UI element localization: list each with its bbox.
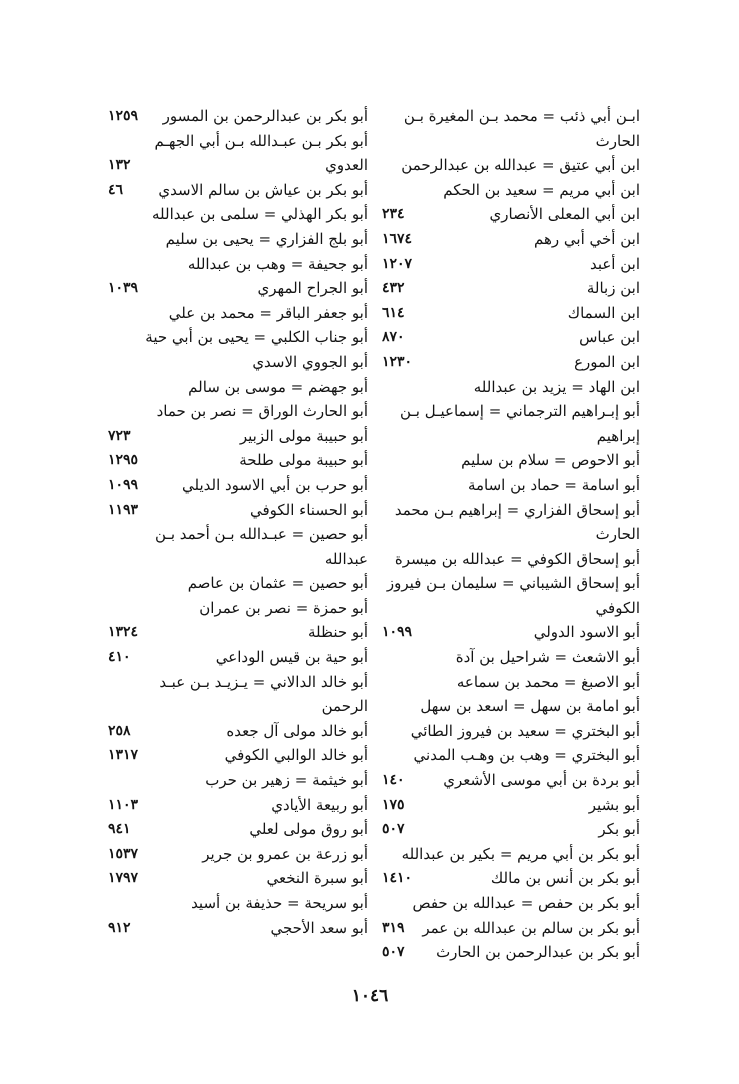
entry-number: ٣١٩	[382, 919, 405, 936]
entry-name: ابن أخي أبي رهم	[534, 229, 640, 248]
entry-number: ٤٦	[108, 181, 124, 198]
index-entry	[100, 375, 368, 400]
entry-number: ١٢٣٠	[382, 353, 413, 370]
index-entry	[378, 793, 640, 818]
entry-name: أبو البختري = وهب بن وهـب المدني	[413, 746, 640, 765]
entry-name: أبو جهضم = موسى بن سالم	[188, 377, 368, 396]
entry-name: أبو جعفر الباقر = محمد بن علي	[168, 303, 368, 322]
index-entry	[100, 866, 368, 891]
index-entry	[100, 350, 368, 375]
entry-number: ٤٣٢	[382, 280, 405, 297]
index-entry	[378, 276, 640, 301]
index-entry	[378, 399, 640, 424]
entry-number: ٥٠٧	[382, 821, 405, 838]
entry-name: أبو سعد الأحجي	[270, 918, 368, 937]
entry-number: ١٣١٧	[108, 747, 139, 764]
index-entry	[378, 448, 640, 473]
page-number: ١٠٤٦	[351, 986, 389, 1006]
entry-name: أبو حبيبة مولى طلحة	[239, 451, 368, 470]
entry-name: ابن الهاد = يزيد بن عبدالله	[473, 377, 640, 396]
entry-name: أبو خالد الدالاني = يـزيـد بـن عبـد	[159, 672, 368, 691]
index-column-left	[100, 104, 368, 940]
entry-name: العدوي	[325, 156, 368, 175]
entry-name: أبو حنظلة	[308, 623, 368, 642]
entry-name: أبو خالد الوالبي الكوفي	[224, 746, 368, 765]
index-entry	[378, 768, 640, 793]
index-entry	[100, 129, 368, 154]
index-entry	[378, 571, 640, 596]
index-entry	[378, 202, 640, 227]
index-entry	[100, 670, 368, 695]
entry-name: أبو حصين = عبـدالله بـن أحمد بـن	[155, 525, 368, 544]
entry-number: ١٢٩٥	[108, 452, 139, 469]
entry-number: ٢٣٤	[382, 206, 405, 223]
entry-name: الحارث	[595, 131, 640, 150]
entry-name: أبو الاشعث = شراحيل بن آدة	[455, 648, 640, 667]
index-entry	[100, 743, 368, 768]
entry-name: أبو الاحوص = سلام بن سليم	[461, 451, 640, 470]
entry-name: ابن عباس	[579, 328, 640, 347]
entry-number: ٢٥٨	[108, 722, 131, 739]
index-entry	[100, 596, 368, 621]
index-entry	[378, 129, 640, 154]
index-entry	[378, 620, 640, 645]
index-entry	[100, 178, 368, 203]
entry-name: إبراهيم	[596, 426, 640, 445]
index-entry	[100, 473, 368, 498]
entry-number: ١٣٢٤	[108, 624, 139, 641]
entry-name: أبو حرب بن أبي الاسود الديلي	[181, 475, 368, 494]
entry-name: أبو بكر بـن عبـدالله بـن أبي الجهـم	[154, 131, 368, 150]
index-entry	[378, 473, 640, 498]
entry-name: عبدالله	[324, 549, 368, 568]
entry-name: أبو بكر بن عبدالرحمن بن المسور	[162, 107, 368, 125]
entry-name: أبو إسحاق الفزاري = إبراهيم بـن محمد	[394, 500, 640, 519]
index-entry	[378, 301, 640, 326]
entry-name: ابن السماك	[567, 303, 640, 322]
index-entry	[378, 916, 640, 941]
entry-number: ٥٠٧	[382, 944, 405, 961]
index-entry	[378, 522, 640, 547]
entry-number: ١١٩٣	[108, 501, 139, 518]
index-entry	[378, 178, 640, 203]
entry-name: أبو زرعة بن عمرو بن جرير	[202, 844, 368, 863]
entry-name: أبو الاسود الدولي	[533, 623, 640, 642]
index-entry	[378, 891, 640, 916]
entry-name: أبو بلج الفزاري = يحيى بن سليم	[165, 229, 368, 248]
entry-name: ابن أعبد	[589, 254, 640, 273]
index-entry	[378, 498, 640, 523]
entry-name: أبو خيثمة = زهير بن حرب	[205, 771, 368, 790]
entry-number: ١٠٩٩	[108, 476, 139, 493]
index-entry	[100, 202, 368, 227]
index-entry	[100, 645, 368, 670]
entry-name: أبو امامة بن سهل = اسعد بن سهل	[420, 697, 640, 716]
entry-number: ١٥٣٧	[108, 845, 139, 862]
entry-name: أبو حمزة = نصر بن عمران	[199, 598, 368, 617]
entry-name: أبو الاصبغ = محمد بن سماعه	[456, 672, 640, 691]
entry-name: ابن زبالة	[586, 279, 640, 298]
index-entry	[100, 301, 368, 326]
entry-name: أبو بكر بن أبي مريم = بكير بن عبدالله	[401, 844, 640, 863]
index-entry	[378, 866, 640, 891]
index-entry	[100, 399, 368, 424]
entry-name: أبو الحسناء الكوفي	[249, 500, 368, 519]
entry-number: ١٠٣٩	[108, 280, 139, 297]
entry-name: أبو الجراح المهري	[257, 279, 368, 298]
entry-name: أبو بكر بن عياش بن سالم الاسدي	[158, 180, 368, 199]
index-entry	[100, 793, 368, 818]
entry-name: أبو سبرة النخعي	[266, 869, 368, 888]
index-entry	[378, 817, 640, 842]
index-column-right	[378, 104, 640, 965]
index-entry	[100, 153, 368, 178]
index-entry	[378, 350, 640, 375]
index-entry	[378, 719, 640, 744]
index-entry	[100, 424, 368, 449]
entry-number: ١٠٩٩	[382, 624, 413, 641]
entry-name: أبو بردة بن أبي موسى الأشعري	[443, 771, 640, 790]
entry-name: ابـن أبي ذئب = محمد بـن المغيرة بـن	[403, 107, 640, 125]
entry-name: أبو إبـراهيم الترجماني = إسماعيـل بـن	[399, 402, 640, 421]
index-entry	[100, 276, 368, 301]
entry-name: أبو بكر بن عبدالرحمن بن الحارث	[436, 943, 640, 962]
entry-name: ابن أبي عتيق = عبدالله بن عبدالرحمن	[401, 156, 640, 175]
index-entry	[378, 670, 640, 695]
index-entry	[100, 547, 368, 572]
index-entry	[100, 448, 368, 473]
index-entry	[100, 104, 368, 129]
entry-name: أبو بكر الهذلي = سلمى بن عبدالله	[152, 205, 368, 224]
entry-name: الكوفي	[595, 598, 640, 617]
entry-number: ١١٠٣	[108, 796, 139, 813]
index-entry	[100, 768, 368, 793]
entry-name: أبو حصين = عثمان بن عاصم	[187, 574, 368, 593]
entry-number: ١٢٠٧	[382, 255, 413, 272]
entry-number: ٤١٠	[108, 649, 131, 666]
index-entry	[100, 522, 368, 547]
entry-number: ٨٧٠	[382, 329, 405, 346]
entry-name: ابن أبي المعلى الأنصاري	[489, 205, 640, 224]
entry-number: ١٦٧٤	[382, 230, 413, 247]
entry-name: أبو جحيفة = وهب بن عبدالله	[187, 254, 368, 273]
index-entry	[100, 891, 368, 916]
entry-name: أبو إسحاق الكوفي = عبدالله بن ميسرة	[394, 549, 640, 568]
entry-number: ١٢٥٩	[108, 108, 139, 124]
index-entry	[378, 153, 640, 178]
entry-name: أبو سريحة = حذيفة بن أسيد	[191, 894, 368, 912]
index-entry	[100, 817, 368, 842]
index-entry	[100, 325, 368, 350]
index-entry	[100, 571, 368, 596]
index-entry	[378, 227, 640, 252]
entry-number: ١٤٠	[382, 772, 405, 789]
entry-number: ١٤١٠	[382, 870, 413, 887]
index-entry	[378, 325, 640, 350]
entry-name: أبو ربيعة الأيادي	[271, 795, 368, 814]
index-entry	[378, 940, 640, 965]
entry-name: أبو الجووي الاسدي	[252, 352, 368, 371]
entry-number: ٦١٤	[382, 304, 405, 321]
index-entry	[100, 620, 368, 645]
entry-number: ١٧٩٧	[108, 870, 139, 887]
entry-name: أبو روق مولى لعلي	[249, 820, 368, 839]
index-entry	[378, 694, 640, 719]
entry-name: أبو اسامة = حماد بن اسامة	[467, 475, 640, 494]
entry-number: ١٧٥	[382, 796, 405, 813]
index-entry	[100, 498, 368, 523]
entry-name: أبو بكر	[598, 820, 640, 839]
entry-name: أبو بكر بن حفص = عبدالله بن حفص	[412, 894, 640, 912]
entry-number: ٧٢٣	[108, 427, 131, 444]
index-entry	[378, 547, 640, 572]
entry-name: أبو بكر بن سالم بن عبدالله بن عمر	[422, 918, 640, 937]
entry-name: ابن أبي مريم = سعيد بن الحكم	[443, 180, 640, 199]
index-entry	[100, 916, 368, 941]
index-entry	[100, 842, 368, 867]
index-entry	[378, 104, 640, 129]
index-entry	[378, 596, 640, 621]
entry-name: أبو بكر بن أنس بن مالك	[490, 869, 640, 888]
entry-name: أبو خالد مولى آل جعده	[226, 721, 368, 740]
index-entry	[100, 694, 368, 719]
index-entry	[100, 252, 368, 277]
entry-name: أبو الحارث الوراق = نصر بن حماد	[156, 402, 368, 421]
entry-name: أبو حية بن قيس الوداعي	[215, 648, 368, 667]
index-entry	[100, 227, 368, 252]
index-entry	[378, 252, 640, 277]
index-entry	[378, 645, 640, 670]
entry-name: أبو البختري = سعيد بن فيروز الطائي	[410, 721, 640, 740]
index-entry	[100, 719, 368, 744]
entry-name: أبو حبيبة مولى الزبير	[239, 426, 368, 445]
entry-name: الرحمن	[321, 697, 368, 716]
entry-name: أبو إسحاق الشيباني = سليمان بـن فيروز	[386, 574, 640, 593]
entry-number: ٩١٢	[108, 919, 131, 936]
entry-name: الحارث	[595, 525, 640, 544]
index-entry	[378, 743, 640, 768]
index-entry	[378, 375, 640, 400]
entry-number: ٩٤١	[108, 821, 131, 838]
index-entry	[378, 424, 640, 449]
entry-name: أبو بشير	[588, 795, 640, 814]
index-entry	[378, 842, 640, 867]
entry-number: ١٣٢	[108, 157, 131, 174]
entry-name: أبو جناب الكلبي = يحيى بن أبي حية	[145, 328, 368, 347]
entry-name: ابن المورع	[574, 352, 640, 371]
